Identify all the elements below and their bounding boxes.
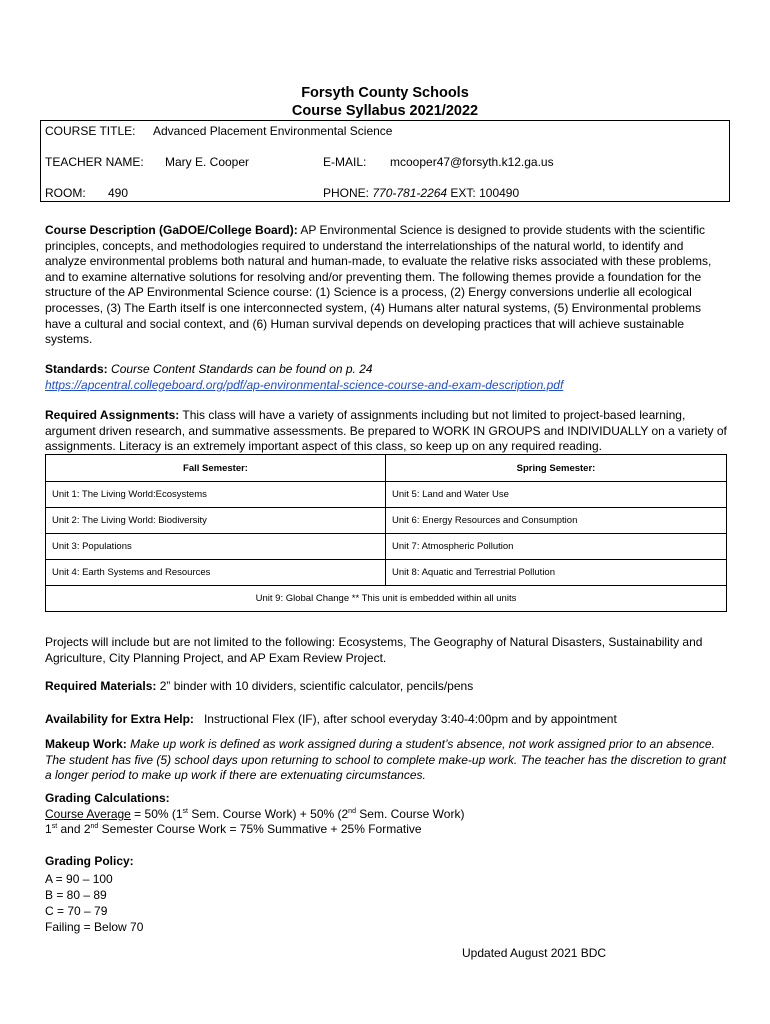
teacher-value: Mary E. Cooper <box>165 155 250 169</box>
spring-semester-header: Spring Semester: <box>386 455 727 482</box>
spring-unit: Unit 6: Energy Resources and Consumption <box>386 508 727 534</box>
table-row <box>46 586 727 612</box>
course-average-label: Course Average <box>45 807 131 821</box>
table-row <box>46 560 727 586</box>
course-description-text: AP Environmental Science is designed to provide students with the scientific principles, concepts, and methodologies required to understand the interrelationships of the natural world, to identify and analyze environmental problems both natural and human-made, to evaluate the relative risks associated with these problems, and to examine alternative solutions for resolving and/or preventing them. The following themes provide a foundation for the structure of the AP Environmental Science course: (1) Science is a process, (2) Energy conversions underlie all ecological processes, (3) The Earth itself is one interconnected system, (4) Humans alter natural systems, (5) Environmental problems have a cultural and social context, and (6) Human survival depends on developing practices that will achieve sustainable systems. <box>45 223 712 347</box>
global-change-unit: Unit 9: Global Change ** This unit is embedded within all units <box>46 586 727 612</box>
superscript: st <box>51 823 58 830</box>
phone-value: 770-781-2264 <box>372 186 448 200</box>
extra-help-label: Availability for Extra Help: <box>45 712 194 726</box>
superscript: nd <box>348 808 356 815</box>
course-title-label: COURSE TITLE: <box>45 124 136 138</box>
room-value: 490 <box>108 186 129 200</box>
phone-ext: EXT: 100490 <box>447 186 520 200</box>
standards-label: Standards: <box>45 362 108 376</box>
standards-link[interactable]: https://apcentral.collegeboard.org/pdf/ap-environmental-science-course-and-exam-description.pdf <box>45 377 564 392</box>
grade-item: A = 90 – 100 <box>45 872 113 886</box>
course-average-part: Sem. Course Work) <box>355 807 465 821</box>
room-label: ROOM: <box>45 186 86 200</box>
standards-text: Course Content Standards can be found on p. 24 <box>107 362 373 376</box>
semester-work-part: 1 <box>45 822 52 836</box>
course-average-part: = 50% (1 <box>130 807 183 821</box>
course-average-line <box>45 807 464 821</box>
projects-text: Projects will include but are not limited to the following: Ecosystems, The Geography of Natural Disasters, Sustainability and Agriculture, City Planning Project, and AP Exam Review Project. <box>45 635 703 665</box>
course-average-part: Sem. Course Work) + 50% (2 <box>188 807 349 821</box>
teacher-label: TEACHER NAME: <box>45 155 144 169</box>
grade-item: B = 80 – 89 <box>45 888 107 902</box>
makeup-work-text: Make up work is defined as work assigned during a student’s absence, not work assigned prior to an absence. The student has five (5) school days upon returning to school to complete make-up work. The teacher has the discretion to grant a longer period to make up work if there are extenuating circumstances. <box>45 737 727 783</box>
fall-unit: Unit 4: Earth Systems and Resources <box>46 560 386 586</box>
table-row <box>46 508 727 534</box>
course-info-box <box>40 120 730 202</box>
grade-item: Failing = Below 70 <box>45 920 144 934</box>
spring-unit: Unit 7: Atmospheric Pollution <box>386 534 727 560</box>
school-name: Forsyth County Schools <box>301 85 469 101</box>
course-title-value: Advanced Placement Environmental Science <box>153 124 393 138</box>
required-assignments-label: Required Assignments: <box>45 408 180 422</box>
semester-work-part: Semester Course Work = 75% Summative + 25% Formative <box>98 822 422 836</box>
grading-calculations-label: Grading Calculations: <box>45 791 170 805</box>
phone-line <box>323 186 519 200</box>
required-assignments <box>45 408 727 455</box>
extra-help <box>45 712 727 728</box>
extra-help-text: Instructional Flex (IF), after school everyday 3:40-4:00pm and by appointment <box>193 712 617 726</box>
fall-unit: Unit 2: The Living World: Biodiversity <box>46 508 386 534</box>
units-table <box>45 454 727 612</box>
syllabus-title: Course Syllabus 2021/2022 <box>291 103 479 119</box>
phone-label: PHONE: <box>323 186 370 200</box>
required-materials-text: 2” binder with 10 dividers, scientific calculator, pencils/pens <box>156 679 474 693</box>
course-description <box>45 223 727 348</box>
fall-unit: Unit 1: The Living World:Ecosystems <box>46 482 386 508</box>
course-description-label: Course Description (GaDOE/College Board): <box>45 223 298 237</box>
semester-work-part: and 2 <box>57 822 91 836</box>
grading-policy-label: Grading Policy: <box>45 854 134 868</box>
spring-unit: Unit 5: Land and Water Use <box>386 482 727 508</box>
superscript: st <box>182 808 188 815</box>
updated-note: Updated August 2021 BDC <box>462 946 607 960</box>
superscript: nd <box>90 823 99 830</box>
makeup-work-label: Makeup Work: <box>45 737 127 751</box>
table-header-row <box>46 455 727 482</box>
email-label: E-MAIL: <box>323 155 367 169</box>
table-row <box>46 534 727 560</box>
semester-work-line <box>45 822 422 836</box>
fall-semester-header: Fall Semester: <box>46 455 386 482</box>
required-materials-label: Required Materials: <box>45 679 157 693</box>
grade-item: C = 70 – 79 <box>45 904 108 918</box>
makeup-work <box>45 737 727 784</box>
required-materials <box>45 679 727 695</box>
required-assignments-text: This class will have a variety of assignments including but not limited to project-based learning, argument driven research, and summative assessments. Be prepared to WORK IN GROUPS and INDIVIDUALLY on a variety of assignments. Literacy is an extremely important aspect of this class, so keep up on any required reading. <box>45 408 727 454</box>
fall-unit: Unit 3: Populations <box>46 534 386 560</box>
spring-unit: Unit 8: Aquatic and Terrestrial Pollution <box>386 560 727 586</box>
table-row <box>46 482 727 508</box>
email-value: mcooper47@forsyth.k12.ga.us <box>390 155 554 169</box>
standards <box>45 362 727 393</box>
